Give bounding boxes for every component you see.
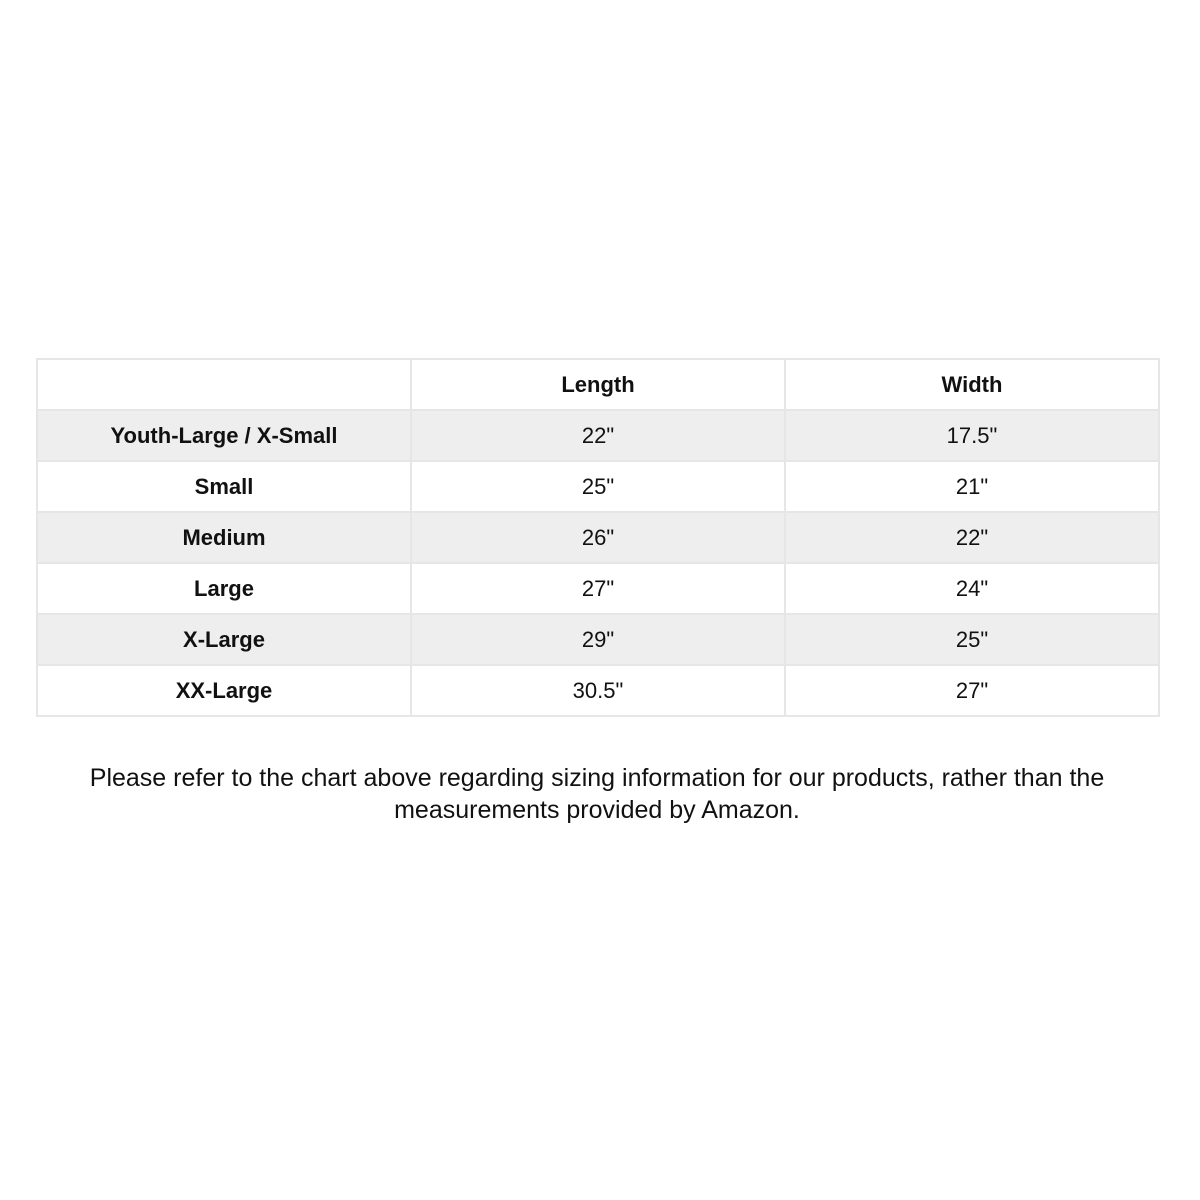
length-cell: 30.5": [411, 665, 785, 716]
length-cell: 22": [411, 410, 785, 461]
table-row: [37, 614, 1159, 665]
length-cell: 29": [411, 614, 785, 665]
width-cell: 22": [785, 512, 1159, 563]
width-cell: 24": [785, 563, 1159, 614]
header-width: Width: [785, 359, 1159, 410]
width-cell: 27": [785, 665, 1159, 716]
length-cell: 27": [411, 563, 785, 614]
size-cell: Medium: [37, 512, 411, 563]
header-size: [37, 359, 411, 410]
length-cell: 26": [411, 512, 785, 563]
table-row: [37, 461, 1159, 512]
width-cell: 25": [785, 614, 1159, 665]
table-row: [37, 665, 1159, 716]
header-length: Length: [411, 359, 785, 410]
length-cell: 25": [411, 461, 785, 512]
table-body: [37, 410, 1159, 716]
table-row: [37, 512, 1159, 563]
table-row: [37, 410, 1159, 461]
header-row: [37, 359, 1159, 410]
table-header: [37, 359, 1159, 410]
width-cell: 21": [785, 461, 1159, 512]
size-cell: Large: [37, 563, 411, 614]
size-cell: Youth-Large / X-Small: [37, 410, 411, 461]
table-row: [37, 563, 1159, 614]
width-cell: 17.5": [785, 410, 1159, 461]
sizing-note: Please refer to the chart above regarding sizing information for our products, rather than the measurements provided by Amazon.: [89, 764, 1105, 824]
size-cell: X-Large: [37, 614, 411, 665]
size-cell: Small: [37, 461, 411, 512]
size-cell: XX-Large: [37, 665, 411, 716]
size-chart-table: [36, 358, 1160, 717]
